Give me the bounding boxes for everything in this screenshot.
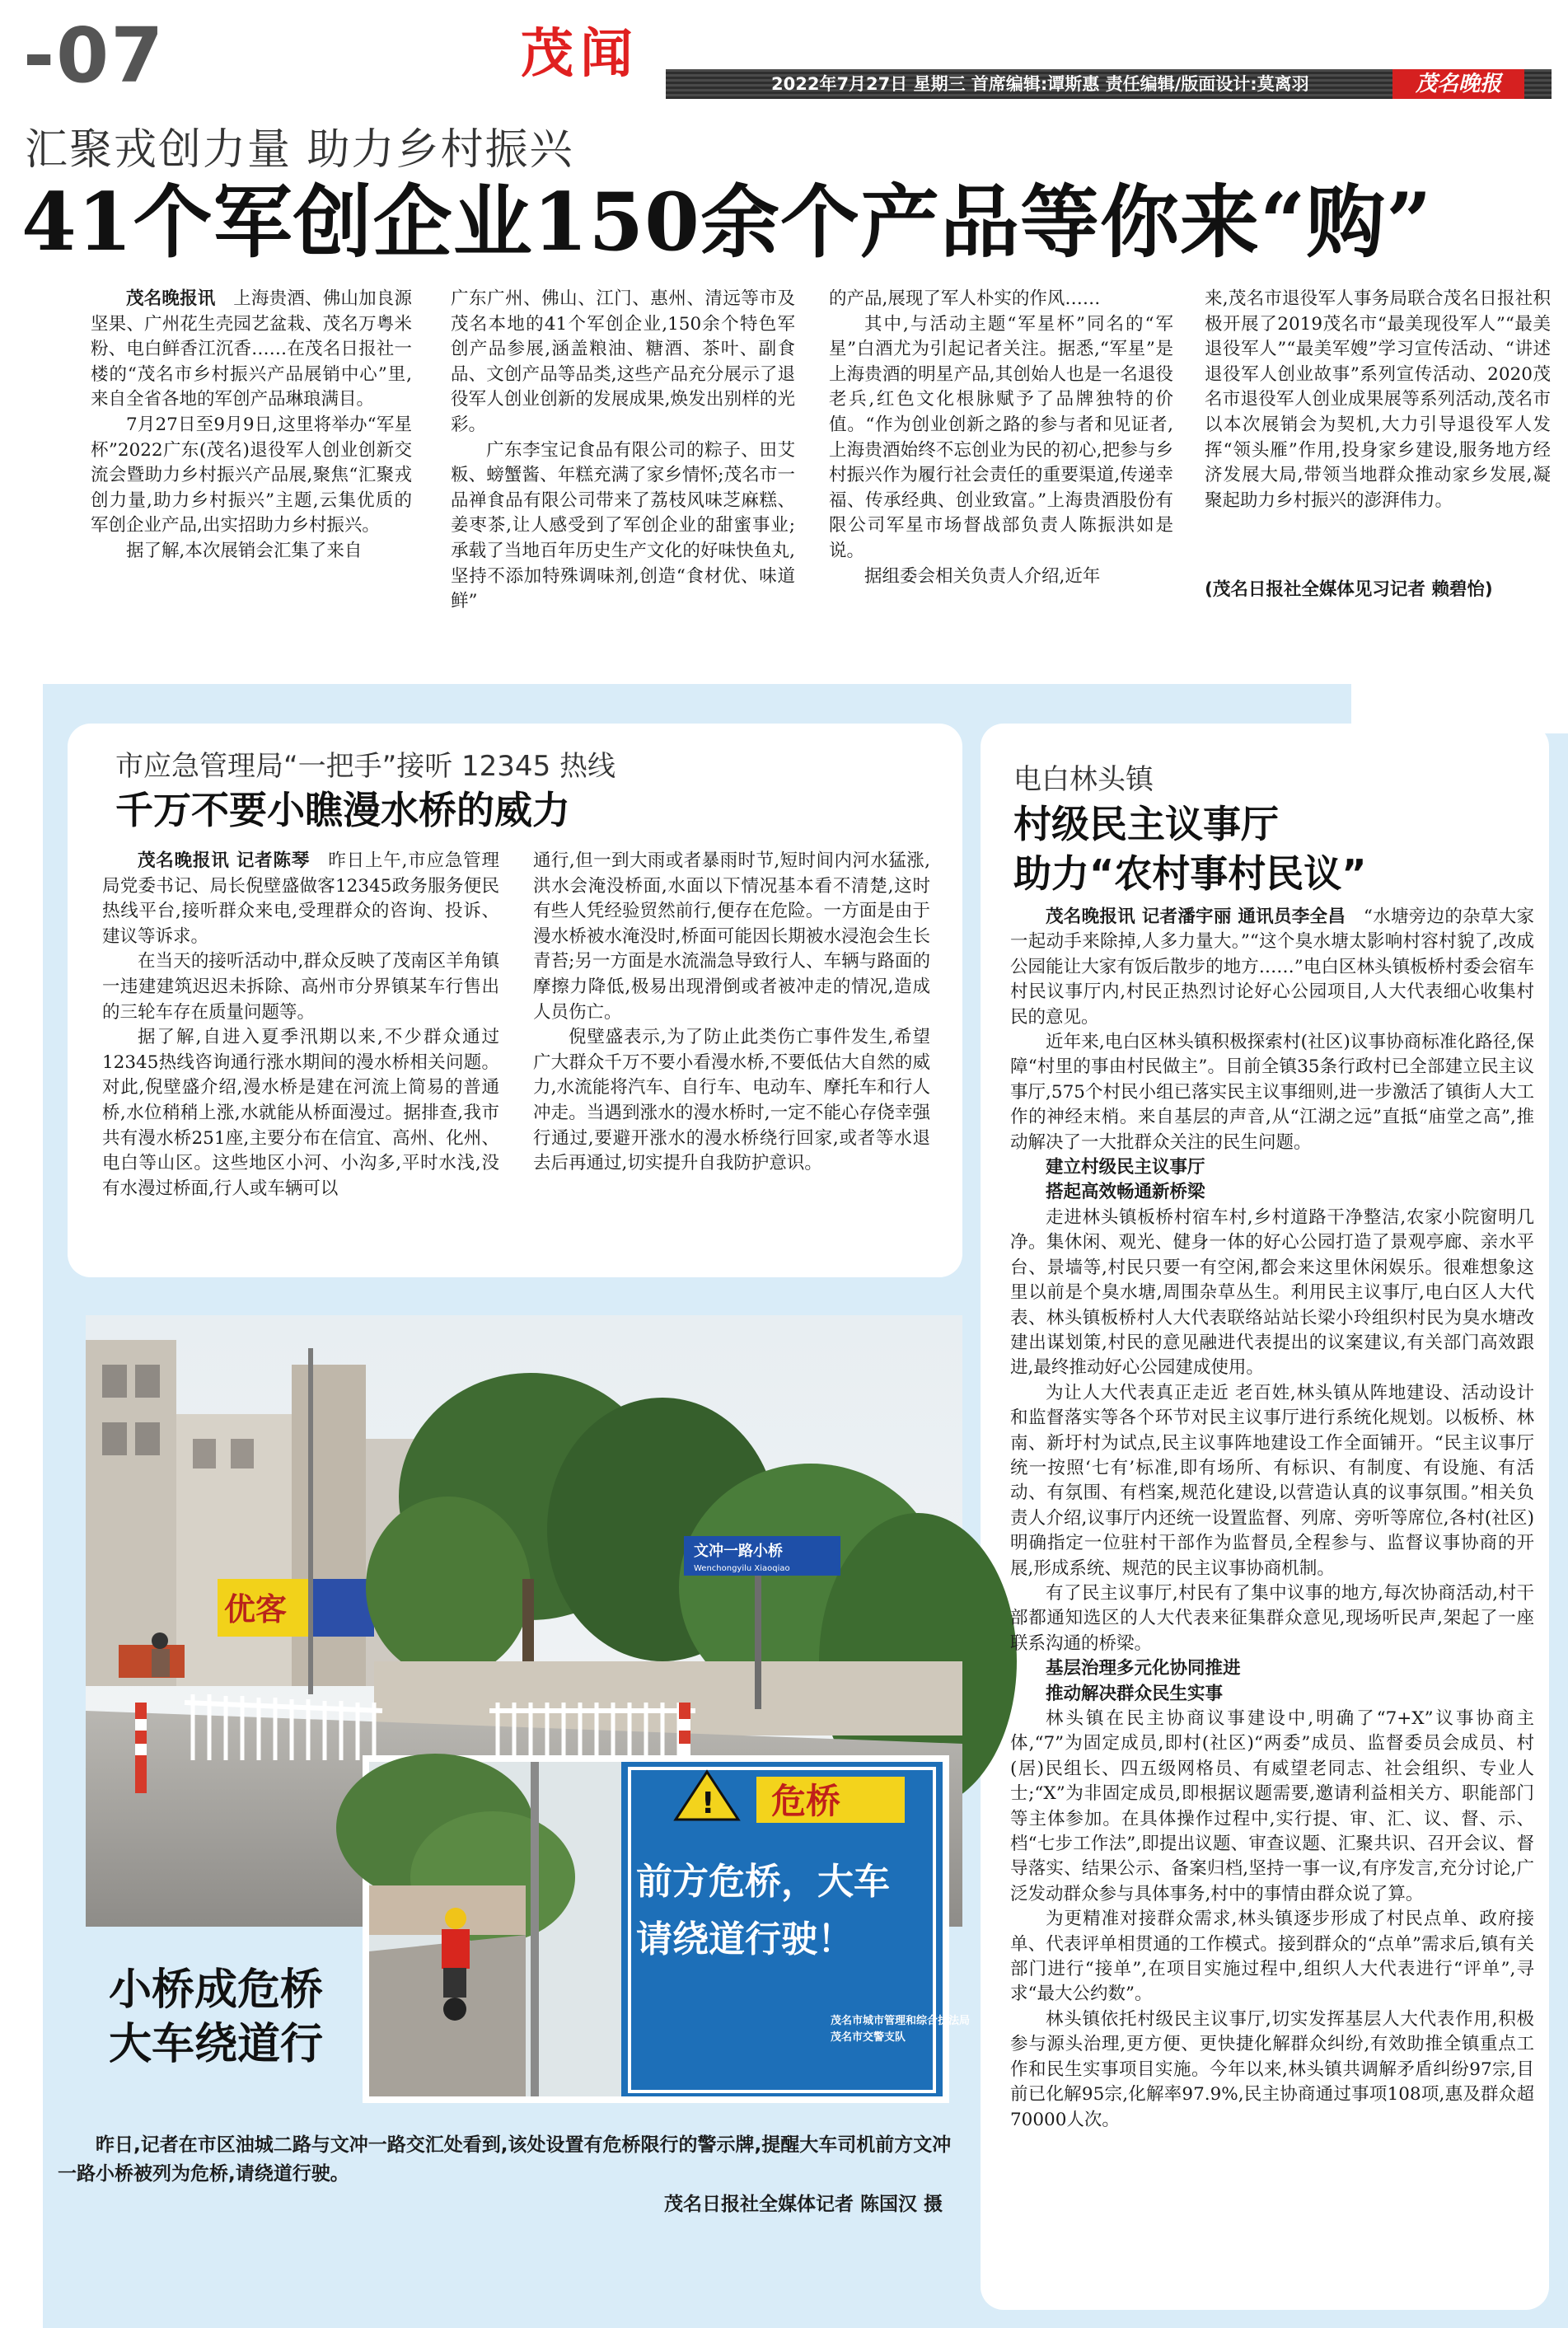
street-sign-text: 文冲一路小桥	[694, 1543, 783, 1560]
paragraph	[1010, 1381, 1534, 1581]
warning-sign-line2: 请绕道行驶！	[636, 1918, 854, 1960]
photo-caption: 昨日,记者在市区油城二路与文冲一路交汇处看到,该处设置有危桥限行的警示牌,提醒大车司机前方文冲一路小桥被列为危桥,请绕道行驶。	[58, 2134, 952, 2185]
article3-headline-line2: 助力“农村事村民议”	[1013, 851, 1367, 896]
paragraph-text: 据了解,本次展销会汇集了来自	[126, 540, 363, 561]
paragraph-text: 据组委会相关负责人介绍,近年	[864, 565, 1101, 587]
paragraph	[91, 413, 412, 539]
paragraph-text: 走进林头镇板桥村宿车村,乡村道路干净整洁,农家小院窗明几净。集休闲、观光、健身一体的好心公园打造了景观亭廊、亲水平台、景墙等,村民只要一有空闲,都会来这里休闲娱乐。很难想象这里以前是个臭水塘,周围杂草丛生。利用民主议事厅,电白区人大代表、林头镇板桥村人大代表联络站站长梁小玲组织村民为臭水塘改建出谋划策,村民的意见融进代表提出的议案建议,有关部门高效跟进,最终推动好心公园建成使用。	[1010, 1206, 1534, 1379]
newspaper-logo: 茂名晚报	[1392, 69, 1524, 99]
paragraph-text: 有了民主议事厅,村民有了集中议事的地方,每次协商活动,村干部都通知选区的人大代表来征集群众意见,现场听民声,架起了一座联系沟通的桥梁。	[1010, 1582, 1534, 1654]
photo-credit: 茂名日报社全媒体记者 陈国汉 摄	[663, 2194, 943, 2215]
section-title: 茂闻	[521, 23, 639, 85]
paragraph-text: 倪壁盛表示,为了防止此类伤亡事件发生,希望广大群众千万不要小看漫水桥,不要低估大自然的威力,水流能将汽车、自行车、电动车、摩托车和行人冲走。当遇到涨水的漫水桥时,一定不能心存侥幸强行通过,要避开涨水的漫水桥绕行回家,或者等水退去后再通过,切实提升自我防护意识。	[533, 1027, 930, 1174]
paragraph	[829, 564, 1173, 590]
paragraph-text: 广东李宝记食品有限公司的粽子、田艾粄、螃蟹酱、年糕充满了家乡情怀;茂名市一品禅食品有限公司带来了荔枝风味芝麻糕、姜枣茶,让人感受到了军创企业的甜蜜事业;承载了当地百年历史生产文化的好味快鱼丸,坚持不添加特殊调味剂,创造“食材优、味道鲜”	[451, 439, 795, 612]
paragraph-text: 林头镇依托村级民主议事厅,切实发挥基层人大代表作用,积极参与源头治理,更方便、更快捷化解群众纠纷,有效助推全镇重点工作和民生实事项目实施。今年以来,林头镇共调解矛盾纠纷97宗,目前已化解95宗,化解率97.9%,民主协商通过事项108项,惠及群众超70000人次。	[1010, 2008, 1534, 2130]
article1-column-1	[91, 287, 412, 649]
paragraph-text: 昨日上午,市应急管理局党委书记、局长倪壁盛做客12345政务服务便民热线平台,接听群众来电,受理群众的咨询、投诉、建议等诉求。	[102, 850, 499, 947]
byline: 茂名晚报讯	[126, 288, 216, 309]
warning-sign-footer1: 茂名市城市管理和综合执法局	[831, 2015, 971, 2027]
byline: 茂名晚报讯 记者陈琴	[138, 850, 311, 871]
paragraph-text: 其中,与活动主题“军星杯”同名的“军星”白酒尤为引起记者关注。据悉,“军星”是上海贵酒的明星产品,其创始人也是一名退役老兵,红色文化根脉赋予了品牌独特的价值。“作为创业创新之路的参与者和见证者,上海贵酒始终不忘创业为民的初心,把参与乡村振兴作为履行社会责任的重要渠道,传递幸福、传承经典、创业致富。”上海贵酒股份有限公司军星市场督战部负责人陈振洪如是说。	[829, 313, 1173, 561]
warning-sign-footer2: 茂名市交警支队	[831, 2031, 906, 2044]
article1-column-2	[451, 287, 795, 649]
paragraph	[102, 1025, 499, 1201]
paragraph	[102, 949, 499, 1025]
paragraph-text: 来,茂名市退役军人事务局联合茂名日报社积极开展了2019茂名市“最美现役军人”“最美退役军人”“最美军嫂”学习宣传活动、“讲述退役军人创业故事”系列宣传活动、2020茂名市退役军人创业成果展等系列活动,茂名市以本次展销会为契机,大力引导退役军人发挥“领头雁”作用,投身家乡建设,服务地方经济发展大局,带领当地群众推动家乡发展,凝聚起助力乡村振兴的澎湃伟力。	[1205, 288, 1551, 511]
paragraph	[1010, 905, 1534, 1030]
paragraph	[451, 287, 795, 438]
page-number: -07	[23, 12, 166, 100]
article1-column-3	[829, 287, 1173, 649]
article2-headline: 千万不要小瞧漫水桥的威力	[115, 788, 570, 832]
section-heading: 基层治理多元化协同推进	[1046, 1658, 1241, 1679]
paragraph-text: 近年来,电白区林头镇积极探索村(社区)议事协商标准化路径,保障“村里的事由村民做主”。目前全镇35条行政村已全部建立民主议事厅,575个村民小组已落实民主议事细则,进一步激活了镇街人大工作的神经末梢。来自基层的声音,从“江湖之远”直抵“庙堂之高”,推动解决了一大批群众关注的民生问题。	[1010, 1032, 1534, 1153]
article1-credit: (茂名日报社全媒体见习记者 赖碧怡)	[1205, 579, 1493, 600]
paragraph	[91, 539, 412, 564]
paragraph	[1010, 1206, 1534, 1381]
paragraph-text: 为更精准对接群众需求,林头镇逐步形成了村民点单、政府接单、代表评单相贯通的工作模式。接到群众的“点单”需求后,镇有关部门进行“接单”,在项目实施过程中,组织人大代表进行“评单”,寻求“最大公约数”。	[1010, 1909, 1534, 2005]
paragraph-text: 的产品,展现了军人朴实的作风……	[829, 288, 1101, 309]
article1-kicker: 汇聚戎创力量 助力乡村振兴	[25, 125, 574, 175]
street-sign-subtext: Wenchongyilu Xiaoqiao	[694, 1564, 790, 1573]
warning-sign-photo	[363, 1755, 971, 2103]
photo-headline	[109, 1963, 381, 2072]
header-meta: 2022年7月27日 星期三 首席编辑:谭斯惠 责任编辑/版面设计:莫离羽	[771, 74, 1309, 94]
paragraph-text: “水塘旁边的杂草大家一起动手来除掉,人多力量大。”“这个臭水塘太影响村容村貌了,改成公园能让大家有饭后散步的地方……”电白区林头镇板桥村委会宿车村民议事厅内,村民正热烈讨论好心公园项目,人大代表细心收集村民的意见。	[1010, 906, 1534, 1028]
article2-kicker: 市应急管理局“一把手”接听 12345 热线	[115, 750, 616, 783]
paragraph-text: 上海贵酒、佛山加良源坚果、广州花生壳园艺盆栽、茂名万粤米粉、电白鲜香江沉香……在茂名日报社一楼的“茂名市乡村振兴产品展销中心”里,来自全省各地的军创产品琳琅满目。	[91, 288, 412, 410]
paragraph-text: 7月27日至9月9日,这里将举办“军星杯”2022广东(茂名)退役军人创业创新交流会暨助力乡村振兴产品展,聚焦“汇聚戎创力量,助力乡村振兴”主题,云集优质的军创企业产品,出实招助力乡村振兴。	[91, 414, 412, 536]
paragraph	[533, 849, 930, 1025]
byline: 茂名晚报讯 记者潘宇丽 通讯员李全昌	[1046, 906, 1346, 927]
article2-column-2	[533, 849, 930, 1265]
photo-headline-line1: 小桥成危桥	[109, 1965, 324, 2015]
paragraph-text: 在当天的接听活动中,群众反映了茂南区羊角镇一违建建筑迟迟未拆除、高州市分界镇某车行售出的三轮车存在质量问题等。	[102, 951, 499, 1023]
article1-headline: 41个军创企业150余个产品等你来“购”	[21, 176, 1433, 269]
paragraph-text: 林头镇在民主协商议事建设中,明确了“7+X”议事协商主体,“7”为固定成员,即村(社区)“两委”成员、监督委员会成员、村(居)民组长、四五级网格员、有威望老同志、社会组织、专业人士;“X”为非固定成员,即根据议题需要,邀请利益相关方、职能部门等主体参加。在具体操作过程中,实行提、审、汇、议、督、示、档“七步工作法”,即提出议题、审查议题、汇聚共识、召开会议、督导落实、结果公示、备案归档,坚持一事一议,有序发言,充分讨论,广泛发动群众参与具体事务,村中的事情由群众说了算。	[1010, 1708, 1534, 1904]
paragraph	[829, 312, 1173, 564]
section-heading: 搭起高效畅通新桥梁	[1046, 1182, 1205, 1203]
article3-kicker: 电白林头镇	[1013, 763, 1154, 796]
article2-column-1	[102, 849, 499, 1265]
paragraph	[1010, 1581, 1534, 1656]
paragraph-text: 通行,但一到大雨或者暴雨时节,短时间内河水猛涨,洪水会淹没桥面,水面以下情况基本看不清楚,这时有些人凭经验贸然前行,便存在危险。一方面是由于漫水桥被水淹没时,桥面可能因长期被水浸泡会生长青苔;另一方面是水流湍急导致行人、车辆与路面的摩擦力降低,极易出现滑倒或者被冲走的情况,造成人员伤亡。	[533, 850, 930, 1023]
paragraph	[1010, 1907, 1534, 2007]
svg-text:!: !	[701, 1787, 715, 1820]
paragraph	[102, 849, 499, 949]
paragraph-text: 为让人大代表真正走近 老百姓,林头镇从阵地建设、活动设计和监督落实等各个环节对民主议事厅进行系统化规划。以板桥、林南、新圩村为试点,民主议事阵地建设工作全面铺开。“民主议事厅统一按照‘七有’标准,即有场所、有标识、有制度、有设施、有活动、有氛围、有档案,规范化建设,以营造认真的议事氛围。”相关负责人介绍,议事厅内还统一设置监督、列席、旁听等席位,各村(社区)明确指定一位驻村干部作为监督员,全程参与、监督议事协商的开展,形成系统、规范的民主议事协商机制。	[1010, 1382, 1534, 1579]
paragraph	[533, 1025, 930, 1177]
paragraph	[451, 438, 795, 615]
paragraph	[829, 287, 1173, 312]
article1-column-4	[1205, 287, 1551, 575]
article3-headline-line1: 村级民主议事厅	[1013, 802, 1279, 846]
paragraph	[1010, 1707, 1534, 1907]
section-heading: 建立村级民主议事厅	[1046, 1157, 1205, 1178]
paragraph	[1205, 287, 1551, 513]
article3-body	[1010, 905, 1534, 2306]
section-heading: 推动解决群众民生实事	[1046, 1683, 1224, 1704]
warning-sign-line1: 前方危桥，大车	[636, 1861, 890, 1903]
paragraph	[1010, 2007, 1534, 2133]
paragraph-text: 广东广州、佛山、江门、惠州、清远等市及茂名本地的41个军创企业,150余个特色军创产品参展,涵盖粮油、糖酒、茶叶、副食品、文创产品等品类,这些产品充分展示了退役军人创业创新的发展成果,焕发出别样的光彩。	[451, 288, 795, 435]
paragraph	[1010, 1030, 1534, 1155]
shop-sign-text: 优客	[224, 1591, 288, 1628]
warning-sign-title: 危桥	[771, 1781, 841, 1821]
paragraph-text: 据了解,自进入夏季汛期以来,不少群众通过12345热线咨询通行涨水期间的漫水桥相关问题。对此,倪壁盛介绍,漫水桥是建在河流上简易的普通桥,水位稍稍上涨,水就能从桥面漫过。据排查,我市共有漫水桥251座,主要分布在信宜、高州、化州、电白等山区。这些地区小河、小沟多,平时水浅,没有水漫过桥面,行人或车辆可以	[102, 1027, 499, 1199]
article3-headline	[1013, 799, 1366, 898]
photo-headline-line2: 大车绕道行	[109, 2020, 324, 2069]
paragraph	[91, 287, 412, 413]
